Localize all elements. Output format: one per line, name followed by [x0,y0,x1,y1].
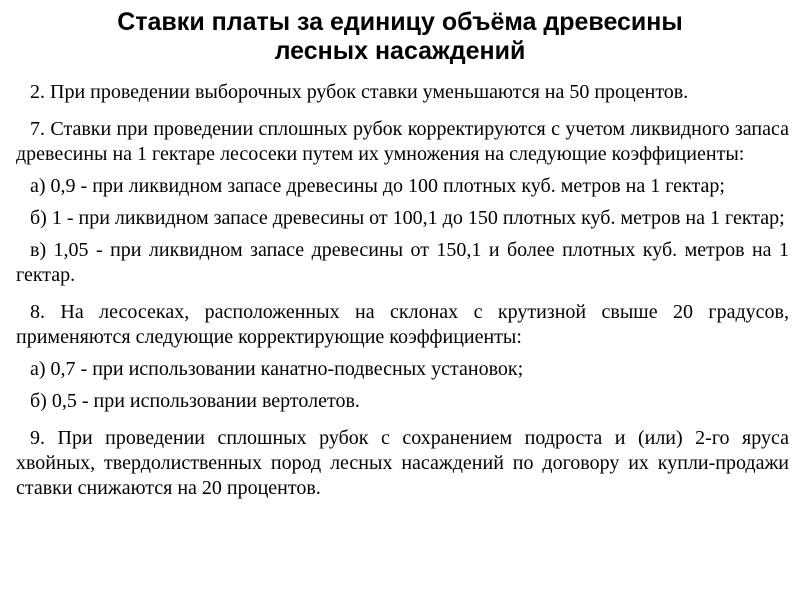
paragraph-7b: б) 1 - при ликвидном запасе древесины от 100,1 до 150 плотных куб. метров на 1 гектар; [30,207,785,229]
paragraph-7: 7. Ставки при проведении сплошных рубок корректируются с учетом ликвидного запаса древесины на 1 гектаре лесосеки путем их умножения на следующие коэффициенты: [16,118,789,165]
paragraph-8a: а) 0,7 - при использовании канатно-подвесных установок; [30,358,524,380]
paragraph-9: 9. При проведении сплошных рубок с сохранением подроста и (или) 2-го яруса хвойных, твердолиственных пород лесных насаждений по договору их купли-продажи ставки снижаются на 20 процентов. [16,427,789,499]
slide-body [16,80,789,501]
paragraph-8b: б) 0,5 - при использовании вертолетов. [30,390,360,412]
paragraph-7a: а) 0,9 - при ликвидном запасе древесины до 100 плотных куб. метров на 1 гектар; [30,175,725,197]
paragraph-8: 8. На лесосеках, расположенных на склонах с крутизной свыше 20 градусов, применяются следующие корректирующие коэффициенты: [16,301,789,348]
slide-title-line-1: Ставки платы за единицу объёма древесины [117,8,683,36]
paragraph-7c: в) 1,05 - при ликвидном запасе древесины от 150,1 и более плотных куб. метров на 1 гектар. [16,239,789,286]
paragraph-2: 2. При проведении выборочных рубок ставки уменьшаются на 50 процентов. [30,81,689,103]
slide-title [60,8,740,66]
slide-title-line-2: лесных насаждений [274,37,526,65]
